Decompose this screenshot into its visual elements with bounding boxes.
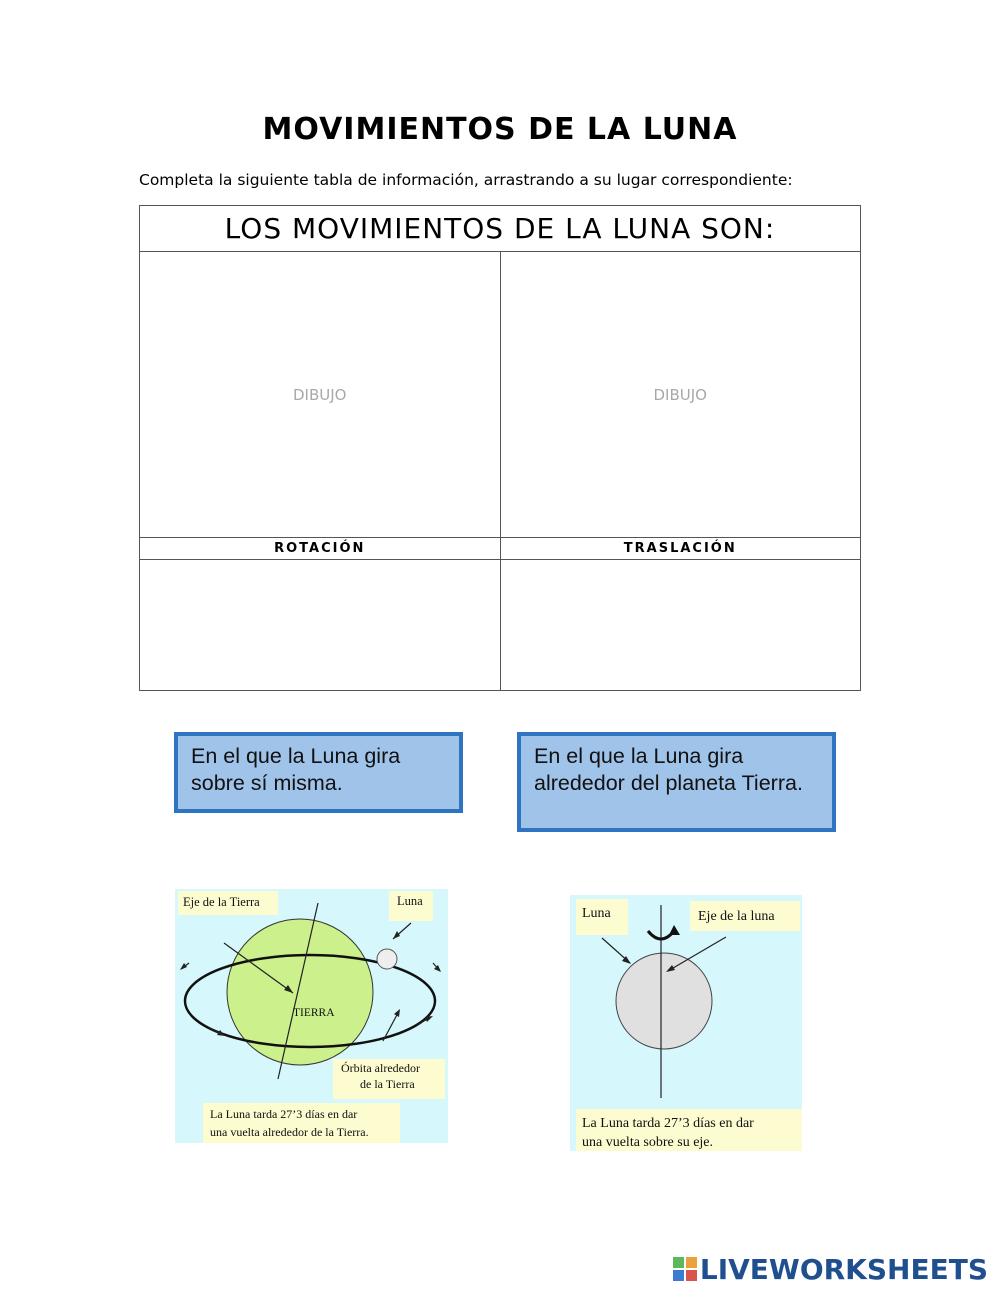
definition-drop-zone-translation[interactable] bbox=[500, 560, 861, 691]
drawing-placeholder: DIBUJO bbox=[293, 385, 347, 404]
caption-line1: La Luna tarda 27’3 días en dar bbox=[210, 1107, 358, 1121]
worksheet-title: MOVIMIENTOS DE LA LUNA bbox=[262, 112, 738, 147]
moon-movements-table bbox=[139, 205, 861, 691]
draggable-card-translation-definition[interactable]: En el que la Luna gira alrededor del planeta Tierra. bbox=[517, 732, 836, 832]
table-header: LOS MOVIMIENTOS DE LA LUNA SON: bbox=[140, 206, 861, 252]
definition-drop-zone-rotation[interactable] bbox=[140, 560, 501, 691]
drawing-placeholder: DIBUJO bbox=[653, 385, 707, 404]
moon-label: Luna bbox=[397, 894, 423, 908]
instructions-text: Completa la siguiente tabla de información, arrastrando a su lugar correspondiente: bbox=[139, 171, 793, 189]
earth-circle bbox=[227, 919, 373, 1065]
label-translation: TRASLACIÓN bbox=[500, 538, 861, 560]
orbit-label-line2: de la Tierra bbox=[360, 1077, 415, 1091]
moon-circle bbox=[616, 953, 712, 1049]
draggable-card-rotation-definition[interactable]: En el que la Luna gira sobre sí misma. bbox=[174, 732, 463, 813]
orbit-label-line1: Órbita alrededor bbox=[341, 1061, 420, 1075]
caption-line2: una vuelta alrededor de la Tierra. bbox=[210, 1125, 369, 1139]
brand-name: LIVEWORKSHEETS bbox=[699, 1252, 988, 1286]
draggable-image-rotation-diagram[interactable] bbox=[570, 895, 802, 1151]
moon-circle bbox=[377, 949, 397, 969]
earth-label: TIERRA bbox=[293, 1007, 335, 1019]
drawing-drop-zone-rotation[interactable] bbox=[140, 252, 501, 538]
moon-label: Luna bbox=[582, 906, 611, 921]
drawing-drop-zone-translation[interactable] bbox=[500, 252, 861, 538]
liveworksheets-logo bbox=[673, 1252, 988, 1286]
draggable-image-translation-diagram[interactable] bbox=[175, 889, 448, 1143]
moon-axis-label: Eje de la luna bbox=[698, 909, 775, 924]
earth-axis-label: Eje de la Tierra bbox=[183, 895, 260, 909]
caption-line1: La Luna tarda 27’3 días en dar bbox=[582, 1116, 754, 1131]
label-rotation: ROTACIÓN bbox=[140, 538, 501, 560]
liveworksheets-icon bbox=[673, 1257, 697, 1281]
caption-line2: una vuelta sobre su eje. bbox=[582, 1135, 714, 1150]
